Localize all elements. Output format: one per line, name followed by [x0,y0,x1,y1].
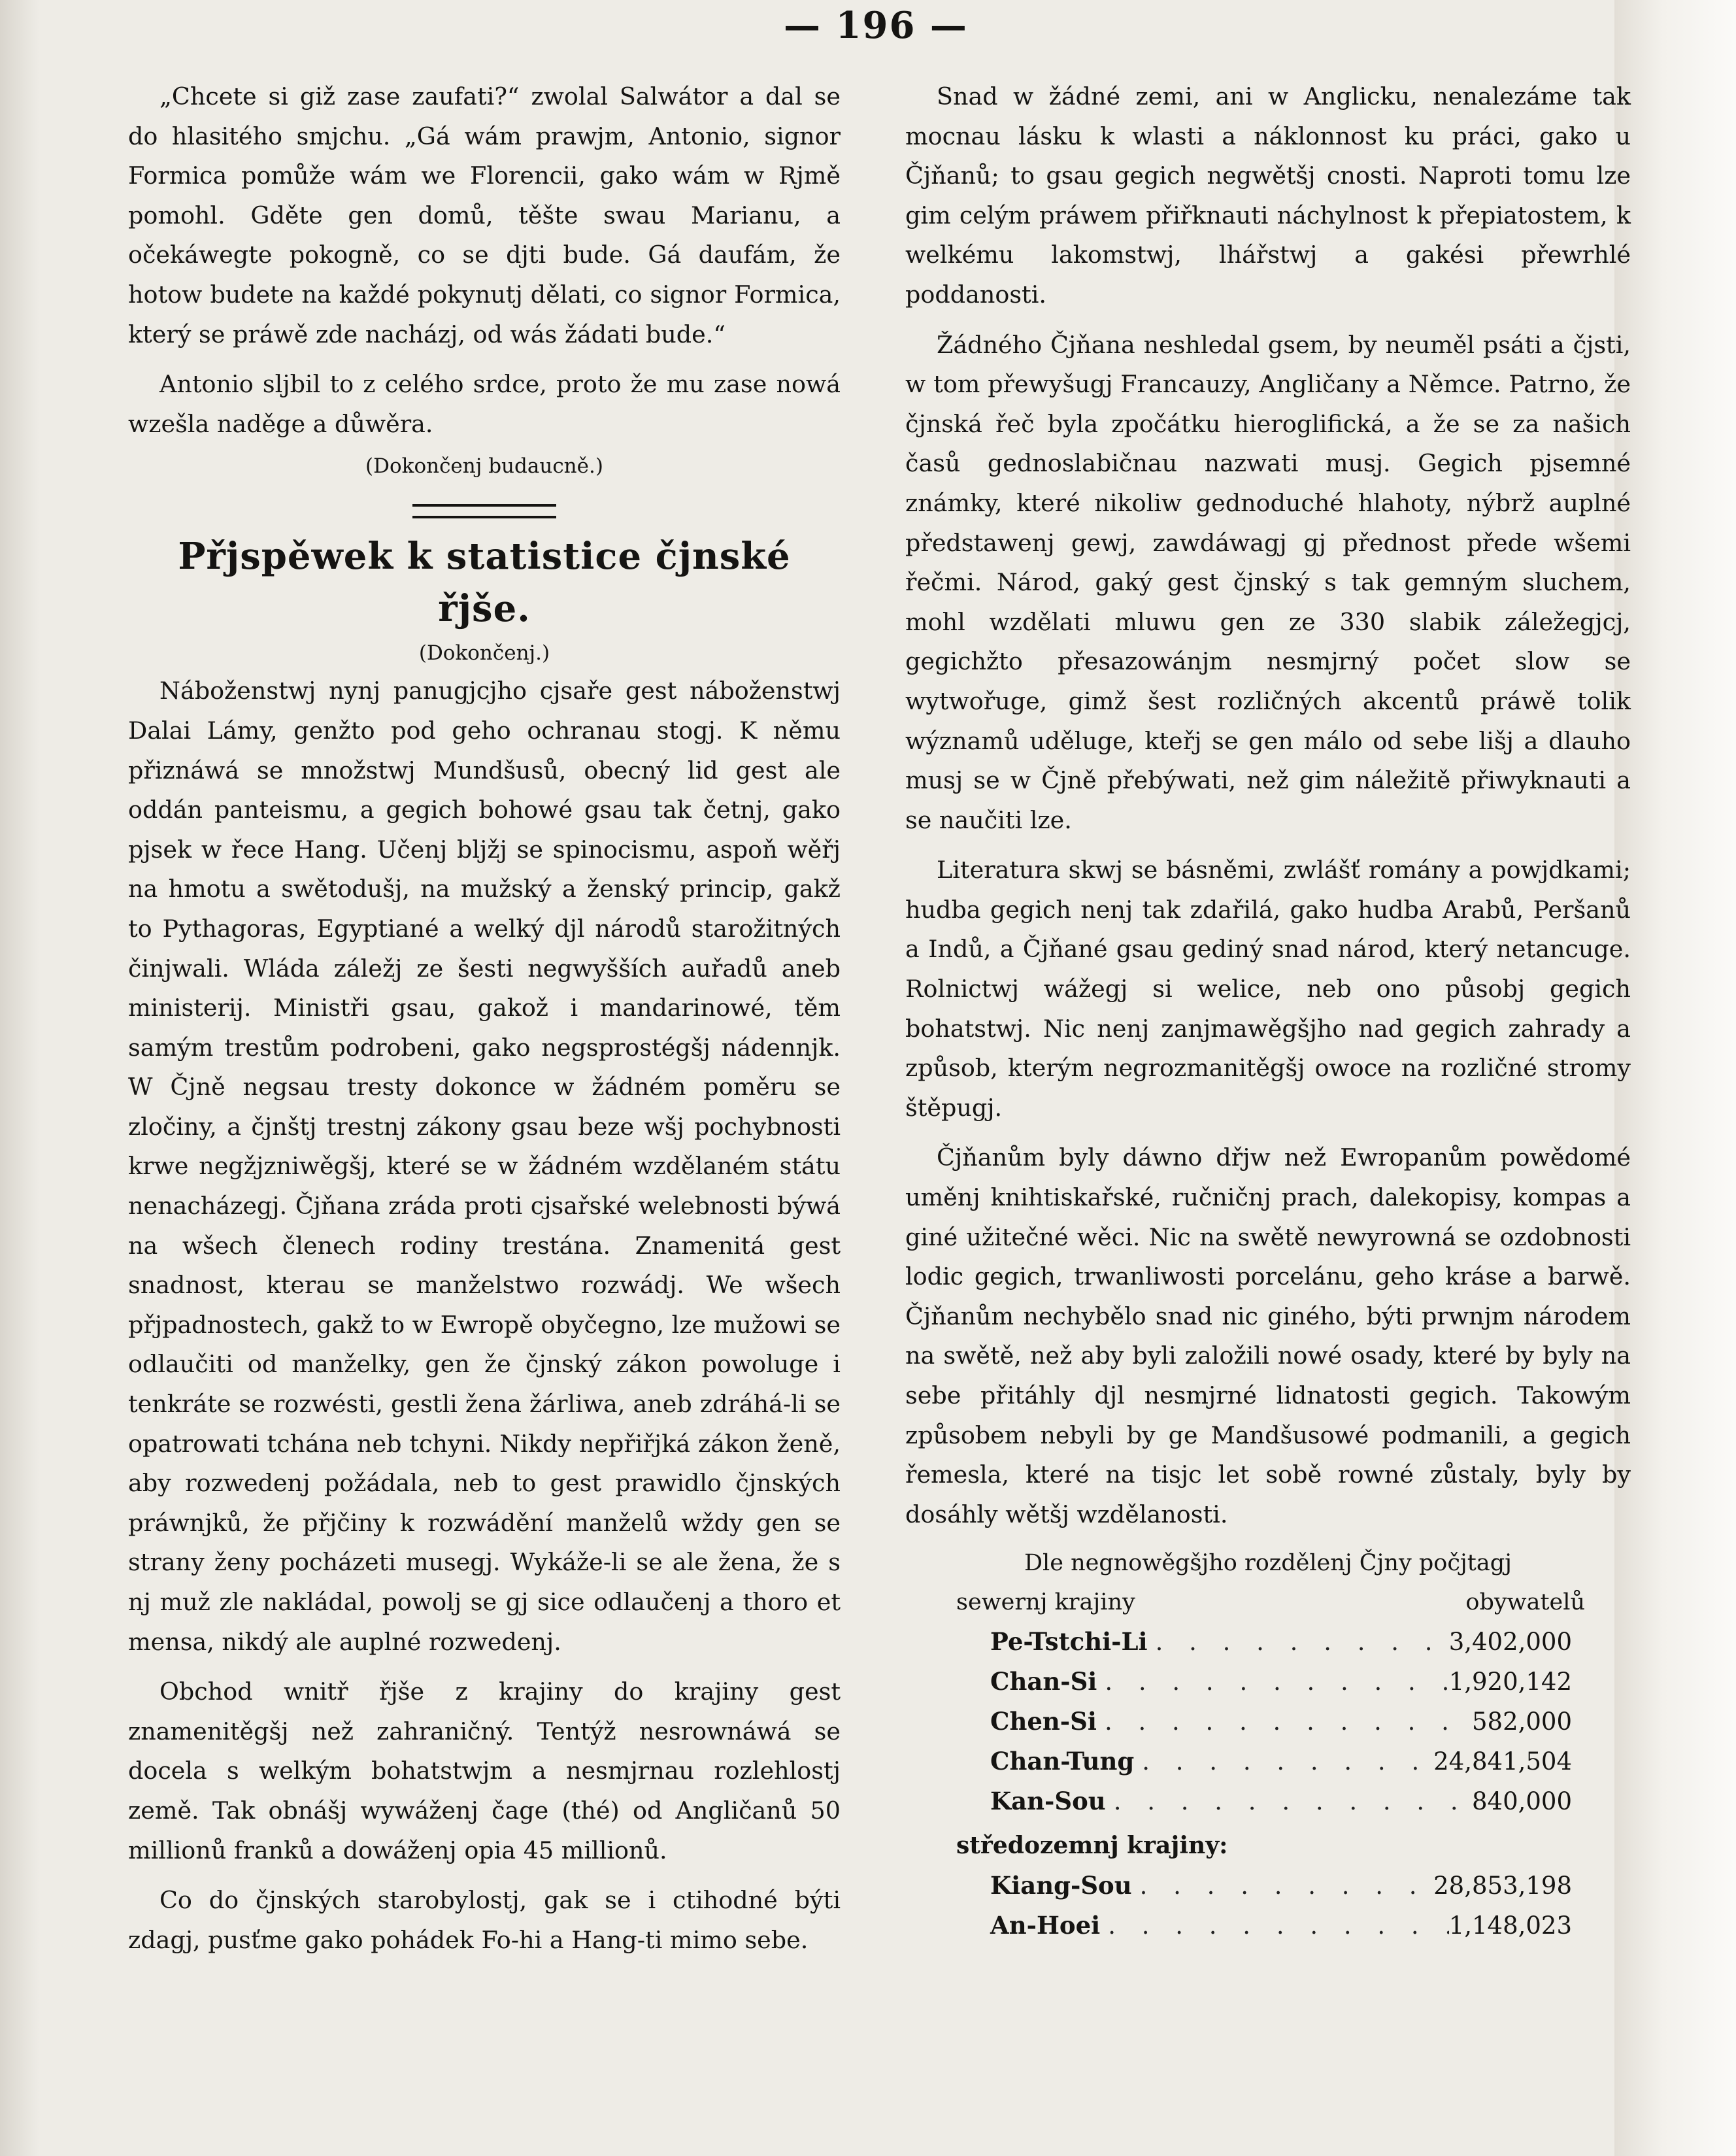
table-row [905,1662,1631,1702]
article-subheading: (Dokončenj.) [418,641,550,665]
table-row [905,1781,1631,1821]
leader-dots [1132,1866,1434,1906]
paragraph-religion: Náboženstwj nynj panugjcjho cjsaře gest náboženstwj Dalai Lámy, genžto pod geho ochranau stogj. K němu přiznáwá se množstwj Mundšusů, obecný lid gest ale oddán panteismu, a gegich bohowé gsau tak četnj, gako pjsek w řece Hang. Učenj bljžj se spinocismu, aspoň wěřj na hmotu a swětodušj, na mužský a ženský princip, gakž to Pythagoras, Egyptiané a welký djl národů starožitných činjwali. Wláda záležj ze šesti negwyšších auřadů aneb ministerij. Ministři gsau, gakož i mandarinowé, těm samým trestům podrobeni, gako negsprostégšj nádennjk. W Čjně negsau tresty dokonce w žádném poměru se zločiny, a čjnštj trestnj zákony gsau beze wšj pochybnosti krwe negžjzniwěgšj, které se w žádném wzdělaném státu nenacházegj. Čjňana zráda proti cjsařské welebnosti býwá na wšech členech rodiny trestána. Znamenitá gest snadnost, kterau se manželstwo rozwádj. We wšech přjpadnostech, gakž to w Ewropě obyčegno, lze mužowi se odlaučiti od manželky, gen že čjnský zákon powoluge i tenkráte se rozwésti, gestli žena žárliwa, aneb zdráhá-li se opatrowati tchána neb tchyni. Nikdy nepřiřjká zákon ženě, aby rozwedenj požádala, neb to gest prawidlo čjnských práwnjků, že přjčiny k rozwádění manželů wždy gen se strany ženy pocházeti musegj. Wykáže-li se ale žena, že s nj muž zle nakládal, powolj se gj sice odlaučenj a thoro et mensa, nikdý ale auplné rozwedenj. [128,677,841,1656]
leader-dots [1097,1702,1472,1742]
page-number: — 196 — [784,4,968,47]
paragraph-antiquity: Co do čjnských starobylostj, gak se i ctihodné býti zdagj, pusťme gako pohádek Fo-hi a Hang-ti mimo sebe. [128,1886,841,1954]
table-row [905,1866,1631,1906]
page-edge [1614,0,1736,2156]
province-population: 582,000 [1471,1708,1572,1736]
province-population: 3,402,000 [1448,1628,1572,1657]
table-row [905,1906,1631,1945]
table-row [905,1742,1631,1781]
north-provinces-label: sewernj krajiny [956,1589,1135,1616]
province-name: Chen-Si [990,1707,1097,1736]
middle-provinces-label: středozemnj krajiny: [956,1832,1228,1860]
leader-dots [1106,1781,1472,1821]
province-population: 28,853,198 [1433,1872,1572,1900]
province-name: Pe-Tstchi-Li [990,1627,1148,1657]
province-name: An-Hoei [990,1911,1101,1940]
left-column [128,77,841,1960]
province-population: 840,000 [1471,1787,1572,1816]
paragraph-trade: Obchod wnitř řjše z krajiny do krajiny gest znamenitěgšj než zahraničný. Tentýž nesrownáwá se docela s welkým bohatstwjm a nesmjrnau rozlehlostj země. Tak obnášj wywáženj čage (thé) od Angličanů 50 millionů franků a dowáženj opia 45 millionů. [128,1677,841,1864]
leader-dots [1100,1906,1448,1945]
paragraph-literature: Literatura skwj se básněmi, zwlášť romány a powjdkami; hudba gegich nenj tak zdařilá, gako hudba Arabů, Peršanů a Indů, a Čjňané gsau gediný snad národ, který netancuge. Rolnictwj wážegj si welice, neb ono působj gegich bohatstwj. Nic nenj zanjmawěgšjho nad gegich zahrady a způsob, kterým negrozmanitěgšj owoce na rozličné stromy štěpugj. [905,856,1631,1122]
province-name: Kan-Sou [990,1787,1106,1816]
population-header [905,1583,1631,1622]
leader-dots [1134,1742,1433,1781]
section-divider [412,504,556,518]
province-name: Chan-Si [990,1667,1097,1696]
inhabitants-label: obywatelů [1465,1589,1585,1616]
table-row [905,1622,1631,1662]
province-name: Chan-Tung [990,1747,1135,1776]
article-heading: Přjspěwek k statistice čjnské řjše. [178,535,791,631]
province-population: 24,841,504 [1433,1747,1572,1776]
population-title: Dle negnowěgšjho rozdělenj Čjny počjtagj [1024,1550,1512,1577]
province-population: 1,920,142 [1448,1668,1572,1696]
leader-dots [1148,1622,1449,1662]
paragraph-dialogue: „Chcete si giž zase zaufati?“ zwolal Salwátor a dal se do hlasitého smjchu. „Gá wám prawjm, Antonio, signor Formica pomůže wám we Florencii, gako wám w Rjmě pomohl. Gděte gen domů, těšte swau Marianu, a očekáwegte pokogně, co se djti bude. Gá daufám, že hotow budete na každé pokynutj dělati, co signor Formica, který se práwě zde nacházj, od wás žádati bude.“ [128,82,841,348]
leader-dots [1097,1662,1448,1702]
province-population: 1,148,023 [1448,1912,1572,1940]
paragraph-love: Snad w žádné zemi, ani w Anglicku, nenalezáme tak mocnau lásku k wlasti a náklonnost ku práci, gako u Čjňanů; to gsau gegich negwětšj cnosti. Naproti tomu lze gim celým práwem přiřknauti náchylnost k přepiatostem, k welkému lakomstwj, lhářstwj a gakési přewrhlé poddanosti. [905,82,1631,309]
right-column [905,77,1631,1945]
paragraph-writing: Žádného Čjňana neshledal gsem, by neuměl psáti a čjsti, w tom přewyšugj Francauzy, Angličany a Němce. Patrno, že čjnská řeč byla zpočátku hieroglifická, a že se za našich časů gednoslabičnau nazwati musj. Gegich pjsemné známky, které nikoliw gednoduché hlahoty, nýbrž auplné předstawenj gewj, zawdáwagj gj přednost přede wšemi řečmi. Národ, gaký gest čjnský s tak gemným sluchem, mohl wzdělati mluwu gen ze 330 slabik záležegjcj, gegichžto přesazowánjm nesmjrný počet slow se wytwořuge, gimž šest rozličných akcentů práwě tolik wýznamů uděluge, kteřj se gen málo od sebe lišj a dlauho musj se w Čjně přebýwati, než gim náležitě přiwyknauti a se naučiti lze. [905,330,1631,834]
paragraph-inventions: Čjňanům byly dáwno dřjw než Ewropanům powědomé uměnj knihtiskařské, ručničnj prach, dalekopisy, kompas a giné užitečné wěci. Nic na swětě newyrowná se ozdobnosti lodic gegich, trwanliwosti porcelánu, geho kráse a barwě. Čjňanům nechybělo snad nic giného, býti prwnjm národem na swětě, než aby byli založili nowé osady, které by byly na sebe přitáhly djl nesmjrné lidnatosti gegich. Takowým způsobem nebyli by ge Mandšusowé podmanili, a gegich řemesla, které na tisjc let sobě rowné zůstaly, byly by dosáhly wětšj wzdělanosti. [905,1143,1631,1528]
paragraph-antonio: Antonio sljbil to z celého srdce, proto že mu zase nowá wzešla naděge a důwěra. [128,370,841,438]
binding-shadow [0,0,39,2156]
table-row [905,1702,1631,1742]
province-name: Kiang-Sou [990,1871,1132,1900]
continuation-note: (Dokončenj budaucně.) [365,454,603,479]
